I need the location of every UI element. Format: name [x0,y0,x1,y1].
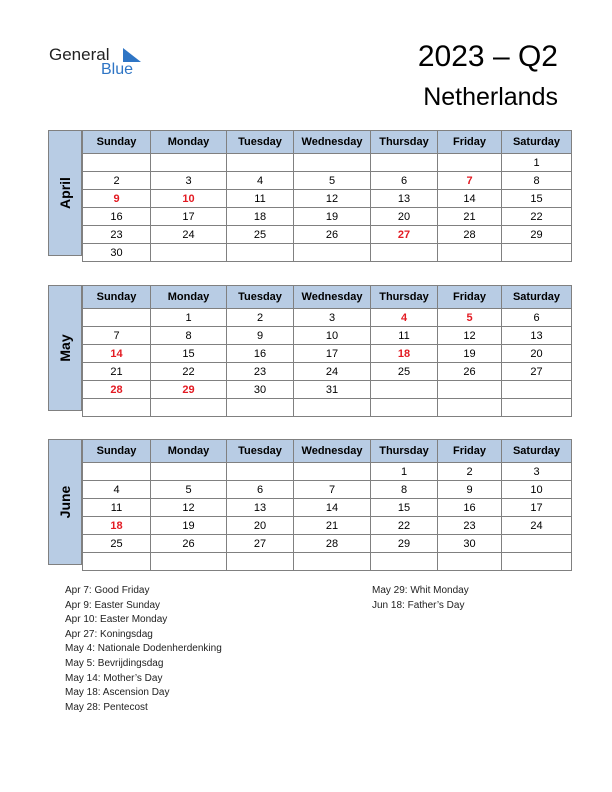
week-row [83,381,572,399]
day-cell: 20 [371,208,438,226]
day-cell: 7 [294,481,371,499]
weekday-header: Sunday [83,440,151,463]
weekday-header: Monday [151,286,227,309]
week-row [83,535,572,553]
holiday-item: Apr 7: Good Friday [65,585,150,596]
day-cell: 13 [502,327,572,345]
weekday-header: Friday [438,440,502,463]
day-cell: 22 [502,208,572,226]
day-cell: 1 [151,309,227,327]
day-cell: 4 [83,481,151,499]
day-cell: 13 [371,190,438,208]
day-cell: 25 [371,363,438,381]
empty-day-cell [83,463,151,481]
holiday-list-left [65,584,222,715]
day-cell: 24 [502,517,572,535]
logo-text-general: General [49,45,110,64]
day-cell: 18 [227,208,294,226]
week-row [83,208,572,226]
day-cell: 30 [83,244,151,262]
empty-day-cell [294,399,371,417]
day-cell: 15 [502,190,572,208]
empty-day-cell [502,553,572,571]
empty-day-cell [227,244,294,262]
day-cell: 18 [83,517,151,535]
day-cell: 29 [371,535,438,553]
empty-day-cell [227,553,294,571]
empty-day-cell [227,154,294,172]
day-cell: 7 [83,327,151,345]
day-cell: 6 [502,309,572,327]
day-cell: 28 [294,535,371,553]
month-calendar-june [48,439,564,565]
week-row [83,244,572,262]
logo-triangle-icon [123,48,141,62]
day-cell: 6 [227,481,294,499]
day-cell: 7 [438,172,502,190]
day-cell: 2 [227,309,294,327]
day-cell: 19 [438,345,502,363]
day-cell: 1 [502,154,572,172]
empty-day-cell [371,399,438,417]
day-cell: 20 [502,345,572,363]
month-calendar-may [48,285,564,411]
day-cell: 20 [227,517,294,535]
weekday-header: Monday [151,440,227,463]
day-cell: 27 [371,226,438,244]
day-cell: 25 [83,535,151,553]
day-cell: 23 [438,517,502,535]
day-cell: 2 [438,463,502,481]
empty-day-cell [438,399,502,417]
week-row [83,499,572,517]
day-cell: 4 [227,172,294,190]
week-row [83,363,572,381]
weekday-header: Thursday [371,440,438,463]
day-cell: 12 [438,327,502,345]
day-cell: 24 [294,363,371,381]
week-row [83,226,572,244]
weekday-header-row [83,440,572,463]
empty-day-cell [151,244,227,262]
weekday-header: Sunday [83,131,151,154]
holiday-item: May 4: Nationale Dodenherdenking [65,643,222,655]
weekday-header: Friday [438,286,502,309]
weekday-header-row [83,131,572,154]
holiday-item: May 29: Whit Monday [372,585,469,596]
weekday-header: Thursday [371,131,438,154]
month-label-column [48,285,82,411]
generalblue-logo [49,45,134,78]
day-cell: 14 [294,499,371,517]
day-cell: 8 [502,172,572,190]
day-cell: 3 [151,172,227,190]
day-cell: 13 [227,499,294,517]
empty-day-cell [151,553,227,571]
day-cell: 10 [294,327,371,345]
weekday-header: Friday [438,131,502,154]
day-cell: 17 [502,499,572,517]
day-cell: 26 [151,535,227,553]
day-cell: 16 [227,345,294,363]
month-name: May [57,334,73,362]
week-row [83,172,572,190]
empty-day-cell [438,244,502,262]
weekday-header: Monday [151,131,227,154]
weekday-header: Tuesday [227,286,294,309]
day-cell: 16 [83,208,151,226]
day-cell: 14 [83,345,151,363]
day-cell: 25 [227,226,294,244]
weekday-header: Saturday [502,440,572,463]
day-cell: 14 [438,190,502,208]
empty-day-cell [294,463,371,481]
day-cell: 5 [151,481,227,499]
month-name: April [57,177,73,209]
weekday-header: Sunday [83,286,151,309]
day-cell: 16 [438,499,502,517]
empty-day-cell [502,244,572,262]
day-cell: 6 [371,172,438,190]
empty-day-cell [294,154,371,172]
day-cell: 4 [371,309,438,327]
weekday-header: Wednesday [294,286,371,309]
empty-day-cell [438,154,502,172]
day-cell: 26 [438,363,502,381]
empty-day-cell [371,154,438,172]
holiday-item: Apr 27: Koningsdag [65,628,153,640]
holiday-list-right [372,584,469,613]
empty-day-cell [371,553,438,571]
day-cell: 1 [371,463,438,481]
holiday-item: Jun 18: Father’s Day [372,599,465,611]
week-row [83,553,572,571]
day-cell: 19 [151,517,227,535]
month-name: June [57,485,73,519]
month-calendar-april [48,130,564,259]
day-cell: 21 [438,208,502,226]
day-cell: 26 [294,226,371,244]
day-cell: 10 [502,481,572,499]
week-row [83,309,572,327]
week-row [83,154,572,172]
day-cell: 24 [151,226,227,244]
logo-text-blue: Blue [101,61,134,78]
day-cell: 12 [294,190,371,208]
day-cell: 31 [294,381,371,399]
day-cell: 12 [151,499,227,517]
weekday-header: Saturday [502,131,572,154]
week-row [83,463,572,481]
weekday-header-row [83,286,572,309]
holiday-item: May 5: Bevrijdingsdag [65,657,164,669]
day-cell: 9 [438,481,502,499]
week-row [83,345,572,363]
day-cell: 11 [371,327,438,345]
day-cell: 8 [151,327,227,345]
holiday-item: May 28: Pentecost [65,701,148,713]
empty-day-cell [371,244,438,262]
month-label-column [48,439,82,565]
weekday-header: Saturday [502,286,572,309]
weekday-header: Wednesday [294,131,371,154]
week-row [83,399,572,417]
day-cell: 28 [83,381,151,399]
day-cell: 9 [83,190,151,208]
month-table [82,130,572,262]
day-cell: 22 [151,363,227,381]
day-cell: 2 [83,172,151,190]
day-cell: 11 [227,190,294,208]
empty-day-cell [438,553,502,571]
day-cell: 29 [151,381,227,399]
empty-day-cell [294,553,371,571]
day-cell: 18 [371,345,438,363]
day-cell: 8 [371,481,438,499]
empty-day-cell [294,244,371,262]
day-cell: 23 [227,363,294,381]
day-cell: 30 [438,535,502,553]
weekday-header: Tuesday [227,440,294,463]
empty-day-cell [83,309,151,327]
week-row [83,190,572,208]
month-table [82,439,572,571]
day-cell: 17 [294,345,371,363]
empty-day-cell [438,381,502,399]
day-cell: 30 [227,381,294,399]
page-title: 2023 – Q2 [417,40,558,73]
day-cell: 21 [83,363,151,381]
holiday-item: May 18: Ascension Day [65,687,170,699]
empty-day-cell [151,399,227,417]
holiday-item: Apr 10: Easter Monday [65,614,168,626]
day-cell: 9 [227,327,294,345]
week-row [83,327,572,345]
day-cell: 28 [438,226,502,244]
day-cell: 17 [151,208,227,226]
empty-day-cell [83,154,151,172]
empty-day-cell [502,381,572,399]
day-cell: 29 [502,226,572,244]
day-cell: 19 [294,208,371,226]
empty-day-cell [502,535,572,553]
weekday-header: Tuesday [227,131,294,154]
empty-day-cell [371,381,438,399]
empty-day-cell [151,154,227,172]
day-cell: 10 [151,190,227,208]
empty-day-cell [151,463,227,481]
weekday-header: Thursday [371,286,438,309]
empty-day-cell [227,399,294,417]
empty-day-cell [227,463,294,481]
day-cell: 15 [151,345,227,363]
country-name: Netherlands [423,83,558,111]
empty-day-cell [502,399,572,417]
day-cell: 11 [83,499,151,517]
month-table [82,285,572,417]
holiday-item: Apr 9: Easter Sunday [65,599,161,611]
day-cell: 23 [83,226,151,244]
week-row [83,481,572,499]
day-cell: 5 [438,309,502,327]
week-row [83,517,572,535]
empty-day-cell [83,399,151,417]
day-cell: 3 [294,309,371,327]
empty-day-cell [83,553,151,571]
day-cell: 27 [227,535,294,553]
day-cell: 15 [371,499,438,517]
day-cell: 3 [502,463,572,481]
month-label-column [48,130,82,256]
day-cell: 22 [371,517,438,535]
holiday-item: May 14: Mother’s Day [65,672,163,684]
day-cell: 5 [294,172,371,190]
day-cell: 27 [502,363,572,381]
weekday-header: Wednesday [294,440,371,463]
day-cell: 21 [294,517,371,535]
